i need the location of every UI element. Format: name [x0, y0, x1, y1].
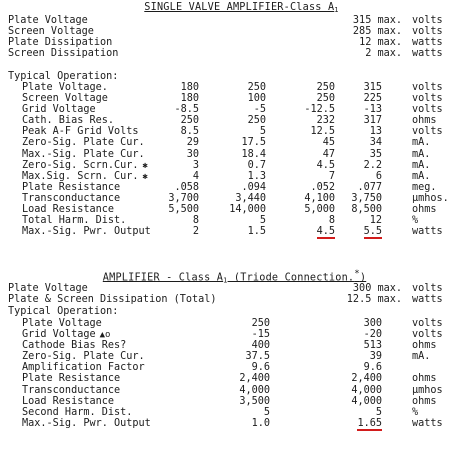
- table-row: [0, 340, 463, 351]
- row-unit: watts: [412, 417, 443, 429]
- section2-title-end: ): [359, 272, 367, 284]
- value-cell: .052: [310, 181, 335, 193]
- value-cell: 2.2: [363, 159, 382, 171]
- row-unit: %: [412, 406, 419, 418]
- value-cell: 3,750: [351, 192, 382, 204]
- table-row: [0, 171, 463, 182]
- rating-row: [0, 15, 463, 26]
- value-cell: -20: [363, 329, 382, 341]
- section1-title-subscript: 1: [334, 6, 339, 14]
- value-cell: 4,000: [351, 384, 382, 396]
- row-label: Load Resistance: [22, 395, 115, 407]
- value-cell: 18.4: [241, 148, 266, 160]
- section2-title-mark: *: [354, 269, 360, 279]
- value-cell: 39: [369, 351, 382, 363]
- row-label: Peak A-F Grid Volts: [22, 126, 139, 138]
- section2-ratings: [0, 283, 463, 305]
- rating-value: 315 max.: [352, 15, 402, 26]
- value-cell: 8,500: [351, 204, 382, 216]
- table-row: [0, 373, 463, 384]
- rating-unit: volts: [412, 26, 443, 38]
- value-cell: 12.5: [310, 126, 335, 138]
- value-cell: 34: [369, 137, 382, 149]
- value-cell: 45: [322, 137, 335, 149]
- value-cell: 14,000: [229, 204, 266, 216]
- value-cell: 3,700: [168, 192, 199, 204]
- value-cell: 5: [259, 215, 266, 227]
- table-row: [0, 396, 463, 407]
- section1-title: [0, 2, 463, 16]
- value-cell: 7: [328, 170, 335, 182]
- table-row: [0, 407, 463, 418]
- row-unit: µmhos: [412, 384, 443, 396]
- row-unit: ohms: [412, 115, 437, 127]
- value-cell: 513: [363, 340, 382, 352]
- value-cell: 4.5: [316, 226, 335, 238]
- value-cell: 1.65: [357, 417, 382, 429]
- row-label: Max.Sig. Scrn. Cur. ✱: [22, 170, 148, 182]
- row-label: Screen Voltage: [22, 93, 108, 105]
- rating-value: 12 max.: [359, 37, 402, 49]
- row-unit: mA.: [412, 170, 431, 182]
- value-cell: 30: [186, 148, 199, 160]
- table-row: [0, 126, 463, 137]
- value-cell: -12.5: [304, 104, 335, 116]
- row-label: Plate Voltage: [22, 318, 102, 329]
- value-cell: .077: [357, 181, 382, 193]
- value-cell: 250: [316, 82, 335, 93]
- row-unit: mA.: [412, 159, 431, 171]
- row-label: Max.-Sig. Plate Cur.: [22, 148, 145, 160]
- value-cell: 9.6: [363, 362, 382, 374]
- value-cell: 5,000: [304, 204, 335, 216]
- value-cell: 35: [369, 148, 382, 160]
- typical-operation-label: Typical Operation:: [8, 71, 119, 82]
- row-unit: mA.: [412, 148, 431, 160]
- row-label: Cathode Bias Res?: [22, 340, 127, 352]
- row-unit: ohms: [412, 395, 437, 407]
- rating-value: 12.5 max.: [346, 294, 402, 306]
- value-cell: 8.5: [180, 126, 199, 138]
- row-unit: volts: [412, 82, 443, 93]
- table-row: [0, 215, 463, 226]
- rating-label: Plate Voltage: [8, 283, 88, 294]
- value-cell: -5: [253, 104, 266, 116]
- row-label: Zero-Sig. Scrn.Cur. ✱: [22, 159, 148, 171]
- table-row: [0, 160, 463, 171]
- value-cell: .058: [174, 181, 199, 193]
- value-cell: 5.5: [363, 226, 382, 238]
- row-unit: ohms: [412, 204, 437, 216]
- row-label: Grid Voltage ▲o: [22, 329, 111, 341]
- row-unit: volts: [412, 329, 443, 341]
- section1-typical-table: [0, 82, 463, 237]
- value-cell: 2: [192, 226, 199, 238]
- rating-row: [0, 48, 463, 59]
- value-cell: 47: [322, 148, 335, 160]
- value-cell: 5: [259, 126, 266, 138]
- value-cell: 4,000: [351, 395, 382, 407]
- value-cell: 9.6: [251, 362, 270, 374]
- value-cell: 8: [328, 215, 335, 227]
- row-unit: ohms: [412, 340, 437, 352]
- value-cell: 13: [369, 126, 382, 138]
- footnote-mark: ▲o: [99, 330, 111, 341]
- row-label: Zero-Sig. Plate Cur.: [22, 137, 145, 149]
- row-label: Grid Voltage: [22, 104, 96, 116]
- row-unit: mA.: [412, 351, 431, 363]
- value-cell: 4: [192, 170, 199, 182]
- row-label: Max.-Sig. Pwr. Output: [22, 226, 151, 238]
- table-row: [0, 182, 463, 193]
- value-cell: 37.5: [245, 351, 270, 363]
- row-unit: watts: [412, 226, 443, 238]
- table-row: [0, 82, 463, 93]
- value-cell: 5: [375, 406, 382, 418]
- row-label: Max.-Sig. Pwr. Output: [22, 417, 151, 429]
- row-label: Total Harm. Dist.: [22, 215, 127, 227]
- table-row: [0, 104, 463, 115]
- value-cell: 3: [192, 159, 199, 171]
- table-row: [0, 362, 463, 373]
- section1-typical-heading: [0, 71, 463, 82]
- section2-title-text: AMPLIFIER - Class A: [102, 272, 224, 284]
- value-cell: 1.5: [247, 226, 266, 238]
- table-row: [0, 351, 463, 362]
- row-unit: meg.: [412, 181, 437, 193]
- value-cell: 250: [180, 115, 199, 127]
- table-row: [0, 137, 463, 148]
- value-cell: 4.5: [316, 159, 335, 171]
- row-label: Cath. Bias Res.: [22, 115, 115, 127]
- section2-title-subscript: 1: [223, 276, 228, 285]
- value-cell: 3,440: [235, 192, 266, 204]
- value-cell: 3,500: [239, 395, 270, 407]
- value-cell: 250: [247, 82, 266, 93]
- section1-ratings: [0, 15, 463, 59]
- value-cell: 5: [263, 406, 270, 418]
- value-cell: -8.5: [174, 104, 199, 116]
- typical-operation-label: Typical Operation:: [8, 306, 119, 317]
- value-cell: 250: [247, 115, 266, 127]
- row-unit: volts: [412, 104, 443, 116]
- row-unit: µmhos.: [412, 192, 449, 204]
- value-cell: 250: [251, 318, 270, 329]
- section2-typical-heading: [0, 306, 463, 317]
- rating-row: [0, 26, 463, 37]
- value-cell: 100: [247, 93, 266, 105]
- value-cell: 180: [180, 82, 199, 93]
- section2-title-rest: (Triode Connection.: [227, 272, 355, 284]
- row-label: Load Resistance: [22, 204, 115, 216]
- row-unit: volts: [412, 126, 443, 138]
- row-label: Transconductance: [22, 192, 121, 204]
- table-row: [0, 149, 463, 160]
- row-label: Amplification Factor: [22, 362, 145, 374]
- rating-unit: watts: [412, 294, 443, 306]
- value-cell: 232: [316, 115, 335, 127]
- value-cell: 29: [186, 137, 199, 149]
- row-unit: ohms: [412, 373, 437, 385]
- rating-label: Screen Dissipation: [8, 48, 119, 60]
- value-cell: 17.5: [241, 137, 266, 149]
- rating-unit: watts: [412, 48, 443, 60]
- rating-label: Plate Dissipation: [8, 37, 113, 49]
- value-cell: 6: [375, 170, 382, 182]
- rating-row: [0, 283, 463, 294]
- value-cell: 8: [192, 215, 199, 227]
- table-row: [0, 193, 463, 204]
- footnote-mark: ✱: [142, 171, 148, 182]
- row-label: Transconductance: [22, 384, 121, 396]
- table-row: [0, 226, 463, 237]
- rating-row: [0, 37, 463, 48]
- value-cell: 225: [363, 93, 382, 105]
- rating-value: 285 max.: [352, 26, 402, 38]
- value-cell: 2,400: [239, 373, 270, 385]
- table-row: [0, 385, 463, 396]
- value-cell: 4,100: [304, 192, 335, 204]
- row-unit: %: [412, 215, 419, 227]
- row-label: Plate Voltage.: [22, 82, 108, 93]
- row-label: Zero-Sig. Plate Cur.: [22, 351, 145, 363]
- rating-value: 300 max.: [352, 283, 402, 294]
- row-label: Second Harm. Dist.: [22, 406, 133, 418]
- value-cell: 12: [369, 215, 382, 227]
- value-cell: .094: [241, 181, 266, 193]
- rating-unit: volts: [412, 283, 443, 294]
- footnote-mark: ✱: [142, 160, 148, 171]
- value-cell: 400: [251, 340, 270, 352]
- rating-label: Plate & Screen Dissipation (Total): [8, 294, 217, 306]
- value-cell: 2,400: [351, 373, 382, 385]
- rating-unit: volts: [412, 15, 443, 26]
- table-row: [0, 329, 463, 340]
- rating-value: 2 max.: [365, 48, 402, 60]
- table-row: [0, 418, 463, 429]
- row-label: Plate Resistance: [22, 181, 121, 193]
- value-cell: 1.3: [247, 170, 266, 182]
- value-cell: 4,000: [239, 384, 270, 396]
- value-cell: 315: [363, 82, 382, 93]
- value-cell: 250: [316, 93, 335, 105]
- value-cell: -13: [363, 104, 382, 116]
- value-cell: 317: [363, 115, 382, 127]
- row-unit: volts: [412, 93, 443, 105]
- value-cell: 180: [180, 93, 199, 105]
- rating-row: [0, 294, 463, 305]
- rating-unit: watts: [412, 37, 443, 49]
- rating-label: Screen Voltage: [8, 26, 94, 38]
- value-cell: -15: [251, 329, 270, 341]
- table-row: [0, 93, 463, 104]
- row-unit: volts: [412, 318, 443, 329]
- row-unit: mA.: [412, 137, 431, 149]
- table-row: [0, 115, 463, 126]
- section1-title-text: SINGLE VALVE AMPLIFIER-Class A: [144, 2, 335, 13]
- value-cell: 1.0: [251, 417, 270, 429]
- table-row: [0, 318, 463, 329]
- row-label: Plate Resistance: [22, 373, 121, 385]
- section2-typical-table: [0, 318, 463, 429]
- rating-label: Plate Voltage: [8, 15, 88, 26]
- value-cell: 0.7: [247, 159, 266, 171]
- value-cell: 300: [363, 318, 382, 329]
- table-row: [0, 204, 463, 215]
- value-cell: 5,500: [168, 204, 199, 216]
